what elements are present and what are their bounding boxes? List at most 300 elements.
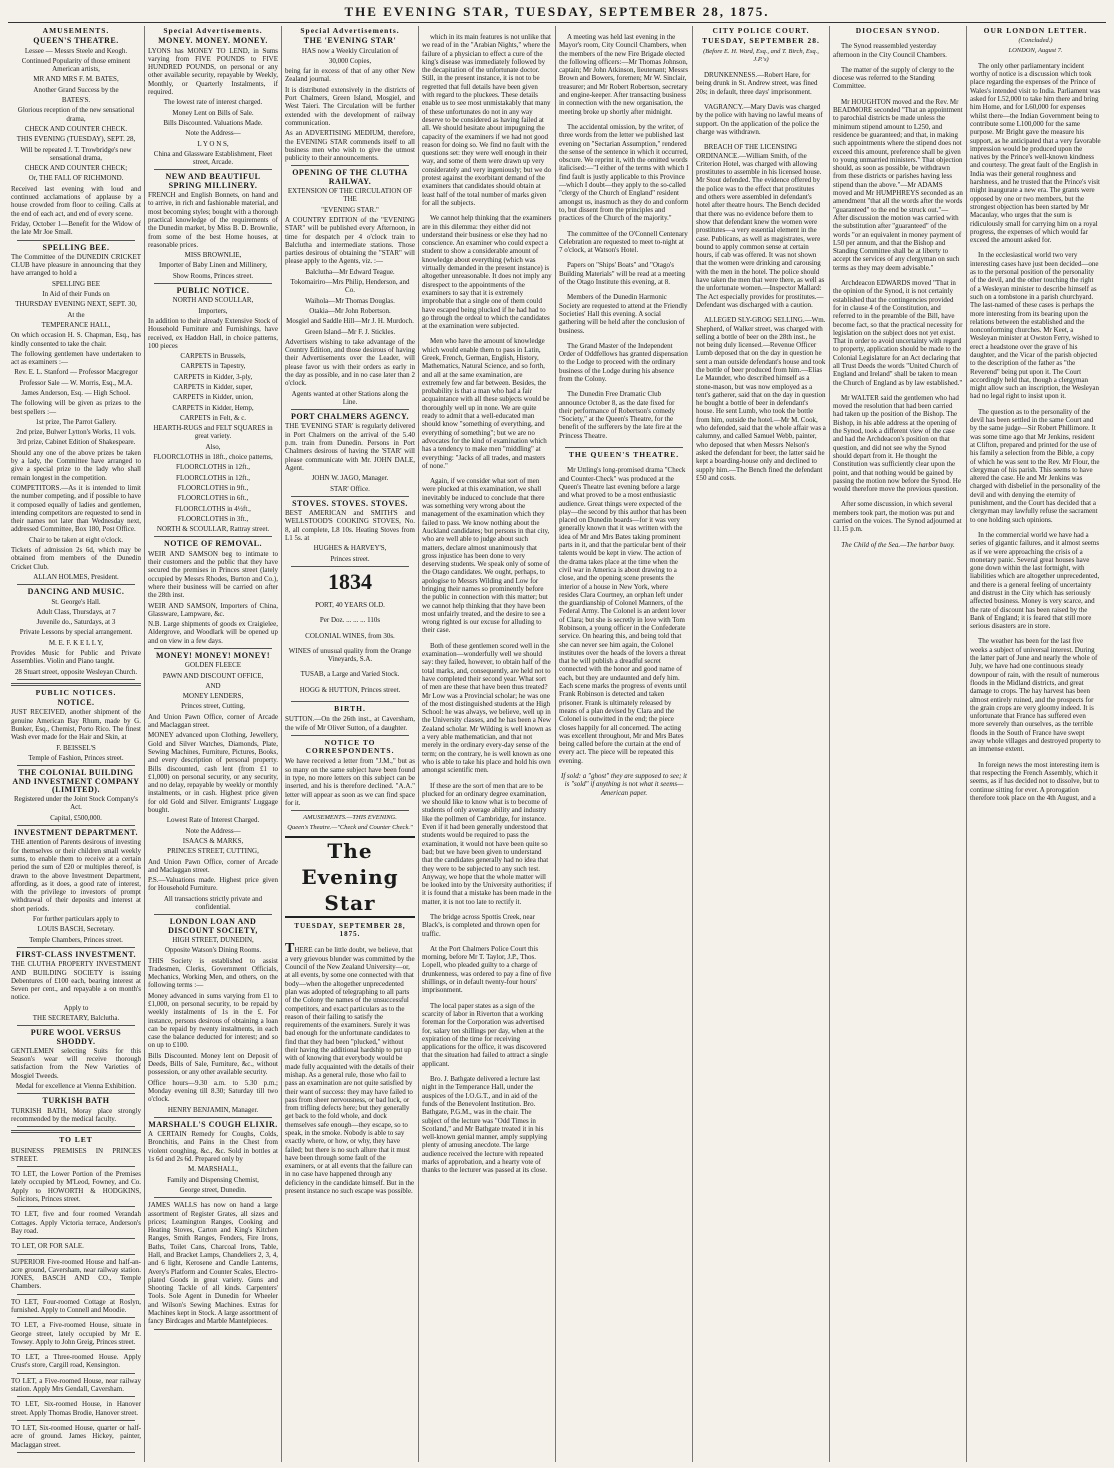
paragraph: The question as to the personality of the devil has been settled in the same Court and by the same judge—Sir Robert Phillimore. It was some time ago that Mr Jenkins, resident at Clifton, prepared and printed for the use of his family a selection from the Bible, a copy of which he was sent to the Rev. Mr Flour, the clergyman of his parish. This seems to have altered the case. He and Mr Jenkins was charged with disbelief in the personality of the devil and with denying the eternity of punishment, and the Court has decided that a clergyman may lawfully refuse the sacrament to one holding such opinions. xyxy=(970,407,1101,524)
ad-line: Money advanced in sums varying from £1 to £1,000, on personal security, to be repaid by weekly instalments of 1s in the £. For instance, persons desirous of obtaining a loan can be repaid by twenty instalments, in each case the balance deducted for interest; and so on up to £100. xyxy=(148,991,278,1050)
dateline: TUESDAY, SEPTEMBER 28, 1875. xyxy=(294,921,406,939)
divider xyxy=(17,1025,135,1026)
court-date: TUESDAY, SEPTEMBER 28. xyxy=(702,36,820,46)
to-let-list xyxy=(11,1147,141,1453)
paragraph: VAGRANCY.—Mary Davis was charged by the police with having no lawful means of support. On the application of the police the charge was withdrawn. xyxy=(696,103,823,136)
ad-line: Should any one of the above prizes be taken by a lady, the Committee have arranged to give a special prize to the lady who shall remain longest in the competition. xyxy=(11,448,141,482)
ad-line: In addition to their already Extensive Stock of Household Furniture and Furnishings, have received, ex Haddon Hall, in choice patterns, 100 pieces xyxy=(148,316,278,350)
paragraph: Members of the Dunedin Harmonic Society are requested to attend at the Friendly Societies' Hall this evening. A social gathering will be held after the conclusion of business. xyxy=(559,293,688,335)
advertisement xyxy=(148,540,278,645)
ad-line: Temple Chambers, Princes street. xyxy=(29,935,123,944)
divider xyxy=(565,447,683,448)
ad-line: The following will be given as prizes to the best spellers :— xyxy=(11,399,141,416)
advertisement xyxy=(11,37,141,236)
paragraph: The Grand Master of the Independent Order of Oddfellows has granted dispensation to the Lodge to proceed with the ordinary business of the Lodge during his absence from the Colony. xyxy=(559,341,688,383)
paragraph: Papers on "Ships' Boats" and "Otago's Building Materials" will be read at a meeting of the Otago Institute this evening, at 8. xyxy=(559,261,686,287)
ad-line: JAMES WALLS has now on hand a large assortment of Register Grates, all sizes and prices; Leamington Ranges, Cooking and Heating Stoves, Carton and King's Kitchen Ranges, Smith Ranges, Fenders, Fire Irons, Baths, Toilet Cans, Charcoal Irons, Table, Hall, and Bracket Lamps, Chandeliers 2, 3, 4, and 6 light, Kerosene and Candle Lanterns, Avery's Platform and Counter Scales, Electro-plated Goods in great variety. Guns and Shooting Tackle of all kinds. Carpenters' Tools. Sole Agent in Dunedin for Wheeler and Wilson's Sewing Machines. Extras for Machines kept in Stock. A large assortment of fancy Birdcages and Marble Mantelpieces. xyxy=(148,1201,278,1326)
ad-line: Bills Discounted. Money lent on Deposit of Deeds, Bills of Sale, Furniture, &c., without possession, or any other available security. xyxy=(148,1051,278,1077)
wine-year: 1834 xyxy=(328,568,372,594)
divider xyxy=(17,1238,135,1239)
paragraph: In the commercial world we have had a series of gigantic failures, and it almost seems as if we were approaching the crisis of a monetary panic. Several great houses have gone down within the last fortnight, with liabilities which are altogether unprecedented, and there is a general feeling of uncertainty and distrust in the City which has seriously affected business. Money is very scarce, and the rate of discount has been raised by the Bank of England; it is feared that still more serious disasters are in store. xyxy=(970,530,1100,631)
ad-line: STAR' Office. xyxy=(330,484,370,493)
ad-title: PUBLIC NOTICE. xyxy=(176,286,250,296)
divider xyxy=(17,1294,135,1295)
divider xyxy=(154,1329,272,1330)
ad-line: A COUNTRY EDITION of the "EVENING STAR" will be published every Afternoon, in time for despatch per 4 o'clock train to Balclutha and intermediate stations. Those parties desirous of obtaining the "STAR" will please apply to the Agents, viz. :— xyxy=(285,215,415,266)
ad-line: CARPETS in Tapestry, xyxy=(180,362,246,371)
ad-title: SPELLING BEE. xyxy=(42,242,110,252)
to-let-text: SUPERIOR Five-roomed House and half-an-acre ground, Caversham, near railway station. JONES, BASCH AND CO., Temple Chambers. xyxy=(11,1257,141,1291)
paragraph: The local paper states as a sign of the scarcity of labor in Riverton that a working foreman for the Corporation was advertised for, salary ten shillings per day, when at the expiration of the time for receiving applications for the office, it was discovered that the situation had failed to attract a single applicant. xyxy=(422,1001,548,1068)
divider xyxy=(154,648,272,649)
to-let-text: TO LET, a Five-roomed House, situate in George street, lately occupied by Mr E. Towsey. Apply to John Greig, Princes street. xyxy=(11,1321,141,1346)
divider xyxy=(17,240,135,241)
ad-title: THE 'EVENING STAR' xyxy=(303,36,397,46)
ad-line: GOLDEN FLEECE xyxy=(184,661,242,670)
paragraph: Mr HOUGHTON moved and the Rev. Mr BEADMORE seconded "That an appointment to parochial districts be made unless the minimum stipend amount to L250, and residence be guaranteed; and that, in making such appointments where the stipend does not exceed this amount, preference shall be given to young unmarried ministers." That objection should, as soon as possible, be withdrawn from these districts or parishes having less stipend than the above."—Mr ADAMS moved and Mr HUMPHREYS seconded as an amendment "that all the words after the words "guaranteed" to the end be struck out."—After discussion the motion was carried with the substitution after "guaranteed" of the words "or an equivalent in money payment of L50 per annum, and that the Bishop and Standing Committee shall be at liberty to accept the services of any clergyman on such terms as they may deem advisable." xyxy=(833,97,963,272)
ad-line: N.B. Large shipments of goods ex Craigielee, Aldergrove, and Woodlark will be opened up and on view in a few days. xyxy=(148,620,278,645)
ad-title: THE COLONIAL BUILDING AND INVESTMENT COMPANY (LIMITED). xyxy=(12,768,140,794)
ad-line: CHECK AND COUNTER CHECK. xyxy=(24,124,128,133)
ad-line: TEMPERANCE HALL, xyxy=(41,320,111,329)
paragraph: The only other parliamentary incident worthy of notice is a discussion which took place regarding the expenses of the Prince of Wales's intended visit to India. Parliament was asked for L52,000 to take him there and bring him Home, and for L60,000 for expenses whilst there—the Indian Government being to contribute some L100,000 for the same purpose. Mr Bright gave the measure his support, as he anticipated that a very favorable impression would be produced upon the natives by the Prince's well-known kindness and courtesy. The great fault of the English in India was their general roughness and harshness, and he trusted that the Prince's visit might inaugurate a new era. The grants were opposed by one or two members, but the strongest objection has been started by Mr Macaulay, who urges that the sum is ridiculously small for carrying him on a royal progress, the expenses of which would far exceed the amount asked for. xyxy=(970,61,1101,245)
to-let-item xyxy=(11,1377,141,1394)
wine-line: WINES of unusual quality from the Orange Vineyards, S.A. xyxy=(288,646,412,664)
divider xyxy=(17,1396,135,1397)
wine-line: Per Doz. ... ... ... 110s xyxy=(319,616,381,625)
paragraph: BREACH OF THE LICENSING ORDINANCE.—William Smith, of the Criterion Hotel, was charged with allowing prostitutes to assemble in his licensed house. Mr Stout defended. The evidence offered by the police was to the effect that prostitutes and others were assembled in defendant's hotel after theatre hours. The Bench decided that there was no evidence before them to show that defendant knew the women were prostitutes—a very essential element in the case. Publicans, as well as magistrates, were bound to apply common sense at certain hours, if cab was offered. It was not shown that the women were drinking and carousing with the men in the hotel. The police should have taken the men that were there, as well as the unfortunate women.—Inspector Mallard: The Act especially provides for prostitutes.—Defendant was discharged with a caution. xyxy=(696,143,825,309)
ad-line: James Anderson, Esq. — High School. xyxy=(21,388,131,397)
ad-line: ISAACS & MARKS, xyxy=(182,836,244,845)
divider xyxy=(291,165,409,166)
ad-line: In Aid of their Funds on xyxy=(42,290,110,299)
divider xyxy=(291,701,409,702)
birth-notice: SUTTON.—On the 26th inst., at Caversham, the wife of Mr Oliver Sutton, of a daughter. xyxy=(285,715,415,732)
ad-line: Lowest Rate of Interest Charged. xyxy=(166,816,260,825)
court-reports xyxy=(696,71,826,482)
paragraph: In foreign news the most interesting item is that respecting the French Assembly, which it seems, as if has decided not to dissolve, but to continue sitting for ever. A prorogation therefore took place on the 4th August, and a xyxy=(970,760,1100,802)
paragraph: DRUNKENNESS.—Robert Hare, for being drunk in St. Andrew street, was fined 20s; in default, three days' imprisonment. xyxy=(696,71,818,96)
ad-line: WEIR AND SAMSON, Importers of China, Glassware, Lampware, &c. xyxy=(148,601,278,618)
ad-line: Lessee — Messrs Steele and Keogh. xyxy=(24,46,128,55)
ad-line: Capital, £500,000. xyxy=(50,813,102,822)
to-let-text: TO LET, Four-roomed Cottage at Roslyn, furnished. Apply to Connell and Moodie. xyxy=(11,1297,141,1314)
ad-line: Private Lessons by special arrangement. xyxy=(19,628,133,637)
ad-line: L Y O N S, xyxy=(197,139,229,148)
ad-line: NORTH AND SCOULLAR, xyxy=(172,296,254,305)
ad-line: Princes street. xyxy=(330,554,370,563)
to-let-text: TO LET, OR FOR SALE. xyxy=(11,1242,84,1251)
ad-line: THE SECRETARY, Balclutha. xyxy=(32,1013,120,1022)
ad-line: Also, xyxy=(205,442,221,451)
ad-line: 30,000 Copies, xyxy=(328,56,372,65)
masthead: THE EVENING STAR, TUESDAY, SEPTEMBER 28, 1875. xyxy=(344,4,770,19)
divider xyxy=(154,169,272,170)
ad-line: Note the Address— xyxy=(185,826,241,835)
ad-title: FIRST-CLASS INVESTMENT. xyxy=(16,949,136,959)
ad-line: Friday, October 1—Benefit for the Widow of the late Mr Joe Small. xyxy=(11,219,141,237)
court-bench: (Before E. H. Ward, Esq., and T. Birch, Esq., J.P.'s) xyxy=(703,47,819,63)
ad-line: Or, THE FALL OF RICHMOND. xyxy=(28,174,124,183)
ad-line: CARPETS in Kidder, union, xyxy=(172,393,254,402)
paragraph: Both of these gentlemen scored well in the examination—wonderfully well we should say: they failed, however, to obtain half of the total marks, and, consequently, are held not to have completed their second year. What sort of men are these that have been thus treated? Mr Low was a Provincial scholar; he was one of the most distinguished students at the High School: he was always, we believe, well up in the University classes, and he has been a New Zealand scholar. Mr Wilding is well known as a very able mathematician, and that not merely in the ordinary every-day sense of the term; on the contrary, he is well known as one who is able to take his place and hold his own amongst scientific men. xyxy=(422,641,552,775)
advertisement xyxy=(148,37,278,166)
to-let-text: TO LET, a Three-roomed House. Apply Crust's store, Cargill road, Kensington. xyxy=(11,1353,141,1370)
paragraph: Again, if we consider what sort of men were plucked at this examination, we shall inevitably be induced to conclude that there was something very wrong about the management of the examination which they failed to pass. We know nothing about the Auckland candidates; but persons in that city, who are well able to judge about such matters, declare almost unanimously that gross injustice has been done to very deserving students. We speak only of some of the Otago candidates. We ought, perhaps, to apologise to Messrs Wilding and Low for bringing their names so prominently before the public in connection with this matter; but we cannot help thinking that they have been most unfairly treated, and the desire to see a wrong righted is our excuse for alluding to their case. xyxy=(422,477,551,635)
wine-ad xyxy=(285,601,415,694)
divider xyxy=(154,536,272,537)
divider xyxy=(11,1130,141,1133)
ad-line: HAS now a Weekly Circulation of xyxy=(301,46,399,55)
ad-line: Medal for excellence at Vienna Exhibition. xyxy=(15,1082,137,1091)
london-letter-body xyxy=(970,62,1101,802)
column-local-news xyxy=(556,26,693,1462)
advertisement xyxy=(285,37,415,162)
ad-line: Opposite Watson's Dining Rooms. xyxy=(164,946,262,955)
to-let-item xyxy=(11,1258,141,1291)
column-police-court xyxy=(693,26,830,1462)
special-ads xyxy=(285,37,415,567)
ad-line: JUST RECEIVED, another shipment of the genuine American Bay Rhum, made by G. Bunker, Esq., Chemist, Porto Rico. The finest Wash ever made for the Hair and Skin, at xyxy=(11,708,141,742)
ad-line: Continued Popularity of those eminent American artists, xyxy=(21,56,131,74)
ad-line: ALLAN HOLMES, President. xyxy=(33,572,119,581)
ad-line: P.S.—Valuations made. Highest price given for Household Furniture. xyxy=(148,876,278,893)
divider xyxy=(17,1317,135,1318)
to-let-text: TO LET, Six-roomed House, quarter or half-acre of ground. James Hickey, painter, Maclaggan street. xyxy=(11,1423,141,1449)
paragraph: A meeting was held last evening in the Mayor's room, City Council Chambers, when the members of the new Fire Brigade elected the following officers:—Mr Thomas Johnson, captain; Mr John Atkinson, lieutenant; Messrs Brown and Bowers, foremen; Mr W. Sinclair, treasurer; and Mr Robert Robertson, secretary and engine-keeper. After transacting business in connection with the new organisation, the meeting broke up shortly after midnight. xyxy=(559,33,689,116)
london-letter-dateline: LONDON, August 7. xyxy=(1008,46,1063,54)
paragraph: After some discussion, in which several members took part, the motion was put and carried on the voices. The Synod adjourned at 11.15 p.m. xyxy=(833,500,962,534)
paper-title: The Evening Star xyxy=(285,836,415,918)
ad-line: F. BEISSEL'S xyxy=(56,743,96,752)
ad-line: Professor Sale — W. Morris, Esq., M.A. xyxy=(19,378,133,387)
advertisement xyxy=(11,588,141,676)
divider xyxy=(17,765,135,766)
advertisement xyxy=(148,173,278,280)
ad-line: Office hours—9.30 a.m. to 5.30 p.m.; Monday evening till 8.30; Saturday till two o'clock. xyxy=(148,1078,278,1104)
ad-line: FLOORCLOTHS in 18ft., choice patterns, xyxy=(153,453,273,462)
advertisement xyxy=(11,951,141,1022)
divider xyxy=(154,283,272,284)
ad-line: WEIR AND SAMSON beg to intimate to their customers and the public that they have secured the premises in Princes street (lately occupied by Messrs Rhodes, Burton and Co.), where their business will be carried on after the 28th inst. xyxy=(148,549,278,600)
amusement-ads xyxy=(11,37,141,680)
ad-title: OPENING OF THE CLUTHA RAILWAY. xyxy=(292,168,408,186)
ad-title: PORT CHALMERS AGENCY. xyxy=(290,412,409,422)
ad-line: Importers, xyxy=(198,306,228,315)
ad-title: TURKISH BATH xyxy=(42,1096,110,1106)
paragraph: The weather has been for the last five weeks a subject of universal interest. During the latter part of June and nearly the whole of July, we have had one continuous steady downpour of rain, with the result of numerous floods in the Midland districts, and great damage to crops. The hay harvest has been almost entirely ruined, and the prospects for the grain crops are very gloomy indeed. It is unfortunate that France has suffered even more severely than ourselves, as the terrible floods in the South of France have swept away whole villages and destroyed property to an immense extent. xyxy=(970,637,1101,754)
closing-line: If sold: a "ghost" they are supposed to see; it is "sold" if anything is not what it seems—American paper. xyxy=(561,772,687,797)
ad-line: China and Glassware Establishment, Fleet street, Arcade. xyxy=(153,149,273,167)
advertisement xyxy=(148,652,278,911)
ad-line: MONEY LENDERS, xyxy=(182,692,244,701)
divider xyxy=(17,1093,135,1094)
ad-line: And Union Pawn Office, corner of Arcade and Maclaggan street. xyxy=(148,857,278,874)
ad-line: CARPETS in Felt, & c. xyxy=(179,413,247,422)
ad-line: Adult Class, Thursdays, at 7 xyxy=(36,607,116,616)
paragraph: The bridge across Spottis Creek, near Black's, is completed and thrown open for traffic. xyxy=(422,912,541,938)
to-let-heading: TO LET xyxy=(59,1135,93,1145)
ad-line: NORTH & SCOULLAR, Rattray street. xyxy=(156,525,270,534)
ad-line: Note the Address— xyxy=(185,129,241,138)
to-let-item xyxy=(11,1424,141,1449)
ad-line: 1st prize, The Parrot Gallery. xyxy=(35,417,117,426)
divider xyxy=(11,683,141,686)
paragraph: Mr Uttling's long-promised drama "Check and Counter-Check" was produced at the Queen's Theatre last evening before a large and what proved to be a most enthusiastic audience. Great things were expected of the play—the second by this author that has been placed on Dunedin boards—for it was very generally known that it was written with the idea of Mr and Mrs Bates taking prominent parts in it, and that the particular bent of their talents would be kept in view. The action of the drama takes place at the time when the civil war in America is about drawing to a close, and the opening scene presents the interior of a house in New York, where resides Clara Courtney, an orphan left under the guardianship of Colonel Manners, of the Federal Army. The Colonel is an ardent lover of Clara; but she is secretly in love with Tom Robinson, a young officer in the Confederate service. On hearing this, and being told that she can never see him again, the Colonel institutes over the heads of the lovers a threat that he will publish a dreadful secret connected with the honor and good name of each, but they are undaunted and defy him. Each scene marks the progress of events until Frank Robinson is detected and taken prisoner. Frank is ultimately released by means of a plan devised by Clara and the Colonel is outwitted in the end; the piece closes happily for all concerned. The acting was excellent throughout, Mr and Mrs Bates being called before the curtain at the end of every act. The piece will be repeated this evening. xyxy=(559,466,687,765)
advertisement xyxy=(11,769,141,822)
ad-line: The following gentlemen have undertaken to act as examiners :— xyxy=(11,349,141,367)
amusements-detail: Queen's Theatre.—"Check and Counter Check." xyxy=(287,823,413,831)
ad-line: JOHN W. JAGO, Manager. xyxy=(311,474,389,483)
ad-line: Juvenile do., Saturdays, at 3 xyxy=(36,618,116,627)
ad-title: NOTICE. xyxy=(57,698,95,708)
article-body xyxy=(422,33,552,1175)
advertisement xyxy=(285,413,415,493)
ad-line: HIGH STREET, DUNEDIN, xyxy=(172,935,254,944)
ad-line: FLOORCLOTHS in 9ft., xyxy=(177,483,249,492)
ad-title: NEW AND BEAUTIFUL SPRING MILLINERY. xyxy=(165,172,261,190)
ad-line: FRENCH and English Bonnets, on hand and to arrive, in rich and fashionable material, and most becoming styles; bought with a thorough practical knowledge of the requirements of the Dunedin market, by Miss B. D. Brownlie, from some of the best Home houses, at reasonable prices. xyxy=(148,191,278,249)
ad-line: BEST AMERICAN and SMITH'S and WELLSTOOD'S COOKING STOVES, No. 8, all complete, L8 10s. Heating Stoves from L1 5s. at xyxy=(285,509,415,543)
ad-line: FLOORCLOTHS in 12ft., xyxy=(176,473,250,482)
wine-line: PORT, 40 YEARS OLD. xyxy=(315,600,385,609)
divider xyxy=(291,810,409,811)
ad-title: MARSHALL'S COUGH ELIXIR. xyxy=(148,1119,278,1129)
synod-heading: DIOCESAN SYNOD. xyxy=(855,26,941,35)
divider xyxy=(291,566,409,567)
divider xyxy=(17,1349,135,1350)
paragraph: ALLEGED SLY-GROG SELLING.—Wm. Shepherd, of Walker street, was charged with selling a bottle of beer on the 28th inst., he not being duly licensed.—Revenue Officer Lumb deposed that on the day in question he sent a man outside defendant's house and took the bottle of beer produced from him.—Elias Le Maunder, who described himself as a stone-mason, but was now employed as a tent's gatherer, said that on the day in question he bought a bottle of beer in defendant's house. He sent Lumb, who took the bottle from him, outside the hotel.—Mr M. Cook, who defended, said that the whole affair was a calumny, and called Samuel Webb, painter, who deposed that when Messrs Nelson's asked the defendant for beer, the latter said he kept a boarding-house only and declined to supply him.—The Bench fined the defendant £50 and costs. xyxy=(696,316,826,482)
ad-line: Waihola—Mr Thomas Douglas. xyxy=(305,296,395,305)
ad-line: FLOORCLOTHS in 6ft., xyxy=(177,494,249,503)
ad-line: George street, Dunedin. xyxy=(179,1185,247,1194)
advertisement xyxy=(285,500,415,563)
ad-line: 28 Stuart street, opposite Wesleyan Church. xyxy=(14,667,138,676)
correspondents-heading: NOTICE TO CORRESPONDENTS. xyxy=(305,737,395,756)
ad-line: It is distributed extensively in the districts of Port Chalmers, Green Island, Mosgiel, and West Taieri. The Circulation will be further extended with the development of railway communication. xyxy=(285,85,415,127)
advertisement xyxy=(11,244,141,582)
ad-line: Registered under the Joint Stock Company's Act. xyxy=(14,795,138,812)
ad-line: AND xyxy=(205,681,221,690)
ad-line: THE 'EVENING STAR' is regularly delivered in Port Chalmers on the arrival of the 5.40 p.m. train from Dunedin. Persons in Port Chalmers desirous of having the 'STAR' will please communicate with Mr. JOHN DALE, Agent. xyxy=(285,422,415,472)
to-let-text: BUSINESS PREMISES IN PRINCES STREET. xyxy=(11,1146,141,1163)
ad-line: PRINCES STREET, CUTTING, xyxy=(167,847,259,856)
ad-line: 2nd prize, Bulwer Lytton's Works, 11 vols. xyxy=(16,428,136,437)
special-ads xyxy=(148,37,278,1329)
paragraph: The Synod reassembled yesterday afternoon in the City Council Chambers. xyxy=(833,42,947,59)
ad-line: Advertisers wishing to take advantage of the Country Edition, and those desirous of having their Advertisements over the Leader, will please favor us with their orders as early in the day as possible, and in no case later than 2 o'clock. xyxy=(285,337,415,388)
ad-line: FLOORCLOTHS in 3ft., xyxy=(177,514,249,523)
divider xyxy=(17,1126,135,1127)
theatre-heading: THE QUEEN'S THEATRE. xyxy=(568,450,680,460)
paragraph: The Dunedin Free Dramatic Club announce October 8, as the date fixed for their performance of Robertson's comedy "Society," at the Queen's Theatre, for the benefit of the sufferers by the late fire at the Princess Theatre. xyxy=(559,390,682,440)
ad-line: Importer of Baby Linen and Millinery, xyxy=(158,261,268,270)
amusements-line: AMUSEMENTS.—THIS EVENING. xyxy=(303,814,397,822)
ad-line: M. MARSHALL, xyxy=(188,1165,238,1174)
ad-line: Family and Dispensing Chemist, xyxy=(167,1175,259,1184)
wine-line: HOGG & HUTTON, Princes street. xyxy=(299,685,401,694)
column-heading: Special Advertisements. xyxy=(163,26,263,35)
ad-line: FLOORCLOTHS in 12ft., xyxy=(176,463,250,472)
ad-line: MR AND MRS F. M. BATES, xyxy=(33,75,119,84)
to-let-item xyxy=(11,1170,141,1203)
to-let-item xyxy=(11,1242,141,1250)
to-let-item xyxy=(11,1298,141,1315)
ad-line: BATES'S. xyxy=(61,96,91,105)
correspondents-notice: We have received a letter from "J.M.," but as so many on the same subject have been found in type, no more letters on this subject can be inserted, and his is therefore declined. "A.A." letter will appear as soon as we can find space for it. xyxy=(285,757,415,807)
column-heading: Special Advertisements. xyxy=(300,26,400,35)
ad-line: And Union Pawn Office, corner of Arcade and Maclaggan street. xyxy=(148,712,278,730)
theatre-review xyxy=(559,466,689,765)
ad-line: The lowest rate of interest charged. xyxy=(163,98,263,107)
ad-title: MONEY. MONEY. MONEY. xyxy=(158,36,268,46)
london-letter-sub: (Concluded.) xyxy=(1018,37,1053,45)
public-notices-heading: PUBLIC NOTICES. xyxy=(35,687,117,697)
advertisement xyxy=(148,1121,278,1194)
ad-line: Temple of Fashion, Princes street. xyxy=(28,753,124,762)
divider xyxy=(154,914,272,915)
ad-title: MONEY! MONEY! MONEY! xyxy=(156,651,270,660)
ad-line: CHECK AND COUNTER CHECK; xyxy=(24,164,128,173)
ad-line: Princes street, Cutting, xyxy=(181,702,245,711)
ad-line: At the xyxy=(67,310,85,319)
advertisement xyxy=(148,287,278,533)
column-special-ads-1 xyxy=(145,26,282,1462)
ad-line: Tickets of admission 2s 6d, which may be obtained from members of the Dunedin Cricket Club. xyxy=(11,546,141,571)
paragraph: Mr WALTER said the gentlemen who had moved the resolution that had been carried had taken up the position of the Bishop. The Bishop, in his able address at the opening of the Synod, took a different view of the case and had the Archdeacon's position on that question, and did not see why the Synod should depart from it. He thought the Constitution was sufficiently clear upon the point, and that nothing would be gained by passing the motion now before the Synod. He would therefore move the previous question. xyxy=(833,393,961,494)
ad-line: M. E. F. K E L L Y, xyxy=(48,638,104,647)
ad-line: A CERTAIN Remedy for Coughs, Colds, Bronchitis, and Pains in the Chest from violent coughing, &c., &c. Sold in bottles at 1s 6d and 2s 6d. Prepared only by xyxy=(148,1130,278,1164)
ad-line: THIS EVENING (TUESDAY), SEPT. 28, xyxy=(16,135,136,144)
ad-title: PURE WOOL VERSUS SHODDY. xyxy=(30,1028,122,1046)
ad-line: SPELLING BEE xyxy=(51,279,101,288)
paragraph: The matter of the supply of clergy to the diocese was referred to the Standing Committee. xyxy=(833,65,955,91)
ad-line: HUGHES & HARVEY'S, xyxy=(313,544,387,553)
to-let-item xyxy=(11,1147,141,1164)
court-heading: CITY POLICE COURT. xyxy=(712,26,810,35)
column-leader-continued xyxy=(419,26,556,1462)
ad-line: Received last evening with loud and continued acclamations of applause by a house crowded from floor to ceiling. Calls at the end of each act, and end of every scene. xyxy=(11,184,141,218)
ad-line: Rev. E. L. Stanford — Professor Macgregor xyxy=(14,368,138,377)
divider xyxy=(17,947,135,948)
paragraph: Men who have the amount of knowledge which would enable them to pass in Latin, Greek, French, German, English, History, Mathematics, Natural Science, and so forth, and all at the same examination, are extremely few and far between. Besides, the probability is that a man who had a fair acquaintance with all these subjects would be thoroughly well up in none. We are quite ready to admit that a well-educated man should know "something of everything, and everything of something"; but we are no advocates for the kind of examination which has a tendency to make men "middling" at everything: "Jacks of all trades, and masters of none." xyxy=(422,337,550,470)
ad-line: On which occasion H. S. Chapman, Esq., has kindly consented to take the chair. xyxy=(11,331,141,348)
divider xyxy=(291,496,409,497)
paragraph: which in its main features is not unlike that we read of in the "Arabian Nights," where the failure of a physician to effect a cure of the king's disease was immediately followed by the decapitation of the unfortunate doctor. Still, in the present instance, it is not to be regretted that full details have been given with regard to the pluckees. These details enable us to see most unmistakably that many of these unfortunates do not in any way deserve to be considered as having failed at all. We should hesitate about impugning the capacity of the examiners if we had not good reason for doing so. We find no fault with the questions set: they were well enough in their way, and some of them were drawn up very considerately and very ingeniously; but we do protest against the exorbitant demand of the examiners that candidates should obtain at least half of the total number of marks given for all the subjects. xyxy=(422,33,552,207)
ad-line: Provides Music for Public and Private Assemblies. Violin and Piano taught. xyxy=(11,649,141,666)
advertisement xyxy=(285,169,415,406)
ad-line: "EVENING STAR." xyxy=(321,205,379,214)
ad-line: THE CLUTHA PROPERTY INVESTMENT AND BUILDING SOCIETY is issuing Debentures of £100 each, bearing interest at Seven per cent., and repayable a on month's notice. xyxy=(11,960,141,1002)
to-let-item xyxy=(11,1400,141,1417)
ad-title: INVESTMENT DEPARTMENT. xyxy=(13,828,139,838)
ad-line: THE attention of Parents desirous of investing for themselves or their children small weekly sums, to enable them to receive at a certain period the sum of £20 or multiples thereof, is drawn to the above Investment Department, affording, as it does, a good rate of interest, with the privilege to investors of prompt withdrawal of their deposits and interest at short periods. xyxy=(11,838,141,913)
ad-line: St. George's Hall. xyxy=(51,597,101,606)
ad-line: THURSDAY EVENING NEXT, SEPT. 30, xyxy=(15,300,137,309)
advertisement xyxy=(148,1201,278,1325)
ad-title: STOVES. STOVES. STOVES. xyxy=(292,498,408,508)
wine-line: COLONIAL WINES, from 30s. xyxy=(305,631,395,640)
ad-line: Glorious reception of the new sensational drama, xyxy=(17,106,135,123)
divider xyxy=(291,409,409,410)
divider xyxy=(17,679,135,680)
ad-title: QUEEN'S THEATRE. xyxy=(33,36,119,46)
ad-line: Another Grand Success by the xyxy=(33,85,119,94)
ad-line: Tokomairiro—Mrs Philip, Henderson, and Co. xyxy=(290,278,410,295)
to-let-item xyxy=(11,1321,141,1346)
column-london-letter xyxy=(967,26,1104,1462)
ad-line: For further particulars apply to xyxy=(32,915,120,924)
ad-line: Apply to xyxy=(63,1003,89,1012)
to-let-text: TO LET, five and four roomed Verandah Cottages. Apply Victoria terrace, Anderson's Bay road. xyxy=(11,1210,141,1235)
ad-line: COMPETITORS.—As it is intended to limit the number competing, and if possible to have it composed equally of ladies and gentlemen, intending competitors are requested to send in their names not later than Wednesday next, addressed Committee, Box 180, Post Office. xyxy=(11,483,141,534)
ad-line: PAWN AND DISCOUNT OFFICE, xyxy=(162,671,264,680)
to-let-text: TO LET, Six-roomed House, in Hanover street. Apply Thomas Brodie, Hanover street. xyxy=(11,1400,141,1417)
column-synod xyxy=(830,26,967,1462)
advertisement xyxy=(11,1029,141,1090)
divider xyxy=(17,584,135,585)
divider xyxy=(17,1206,135,1207)
footer-line: The Child of the Sea.—The harbor buoy. xyxy=(841,540,955,549)
public-notices xyxy=(11,699,141,1127)
ad-line: Otakia—Mr John Robertson. xyxy=(309,306,391,315)
to-let-text: TO LET, the Lower Portion of the Premises lately occupied by M'Leod, Fowney, and Co. Apply to HOWORTH & HODGKINS, Solicitors, Princes street. xyxy=(11,1170,141,1204)
leader-article xyxy=(285,941,415,1196)
advertisement xyxy=(11,829,141,944)
local-news xyxy=(559,33,689,440)
paragraph: THERE can be little doubt, we believe, that a very grievous blunder was committed by the Council of the New Zealand University—or, at all events, by some one connected with that body—when the altogether unprecedented plan was adopted of telegraphing to all parts of the Colony the names of the unsuccessful competitors, and exact particulars as to the reason of their failing to satisfy the requirements of the examiners. Surely it was bad enough for the unfortunate candidates to find that they had been "plucked," without their having the additional hardship to put up with of knowing that everybody would be made fully acquainted with the details of their mishap. As a general rule, those who fail to pass an examination are not quite satisfied by their want of success: they may have failed to pass from sheer nervousness, or bad luck, or from trifling defects here; but they generally get back to the fold whole, and dock themselves safe enough—they escape, so to speak, in the smoke. Nobody is able to say exactly where, or how, or why, they have failed; but there is no such allure that it must have been through some fault of the examiners, or at all events that the failure can in no case have happened through any deficiency in the candidate himself. But in the present instance no such escape was possible. xyxy=(285,941,415,1196)
ad-line: Chair to be taken at eight o'clock. xyxy=(29,535,123,544)
ad-title: DANCING AND MUSIC. xyxy=(27,587,125,597)
ad-line: 3rd prize, Cabinet Edition of Shakespeare. xyxy=(16,438,136,447)
divider xyxy=(154,1117,272,1118)
divider xyxy=(17,1254,135,1255)
divider xyxy=(154,1197,272,1198)
ad-line: MONEY advanced upon Clothing, Jewellery, Gold and Silver Watches, Diamonds, Plate, Sewing Machines, Furniture, Pictures, Books, and every description of personal property. Bills discounted, cash lent (from £1 to £1,000) on personal security, or any security, and no delay, repayable by weekly or monthly instalments, or in cash. Highest price given for old Gold and Silver. Emigrants' Luggage bought. xyxy=(148,731,278,815)
ad-line: CARPETS in Kidder, super, xyxy=(173,382,253,391)
divider xyxy=(17,1373,135,1374)
ad-line: MISS BROWNLIE, xyxy=(184,251,242,260)
advertisement xyxy=(11,699,141,762)
wine-line: TUSAB, a Large and Varied Stock. xyxy=(300,670,400,679)
ad-line: TURKISH BATH, Moray place strongly recommended by the medical faculty. xyxy=(11,1106,141,1123)
paragraph: If these are the sort of men that are to be plucked for an ordinary degree examination, we should like to know what is to become of students of only average ability and industry like the pollmen of Cambridge, for instance. Even if it had been generally understood that students would be required to pass the examination, it would not have been quite so bad; but we have been given to understand that the candidates generally had no idea that they were to be subjected to any such test. Anyway, we hope that the whole matter will be looked into by the University authorities; if it is found that a mistake has been made in the matter, it is not too late to rectify it. xyxy=(422,781,552,906)
ad-line: HENRY BENJAMIN, Manager. xyxy=(167,1105,259,1114)
paragraph: The accidental omission, by the writer, of three words from the letter we published last evening on "Sectarian Assumption," rendered the sense of the sentence in which it occurred, obscure. We reprint it, with the omitted words italicised:—"I either of the terms with which I find fault is justly applicable to this Province—which I doubt—they apply to the so-called "clergy of the Church of England" resident amongst us, inasmuch as they do and conform to, but dissent from the principles and practices of the Church of the majority." xyxy=(559,122,689,223)
paragraph: Archdeacon EDWARDS moved "That in the opinion of the Synod, it is not certainly established that the contingencies provided for in clause 4 of the Constitution, and referred to in the preamble of the Bill, have become fact, so that the practical necessity for legislation on the subject does not yet exist. That in order to avoid uncertainty with regard to property, application should be made to the Colonial Legislature for an Act declaring that all Trust Deeds the words "United Church of England and Ireland" shall be taken to mean the Church of England as by law established." xyxy=(833,279,963,387)
ad-line: Agents wanted at other Stations along the Line. xyxy=(291,389,409,406)
to-let-text: TO LET, a Five-roomed House, near railway station. Apply Mrs Gendall, Caversham. xyxy=(11,1376,141,1394)
paragraph: Bro. J. Bathgate delivered a lecture last night in the Temperance Hall, under the auspices of the I.O.G.T., and in aid of the funds of the Benevolent Institution. Bro. Bathgate, P.G.M., was in the chair. The subject of the lecture was "Odd Times in Scotland," and Mr Bathgate treated it in his well-known genial manner, amply supplying plenty of amusing anecdote. The large audience received the lecture with repeated marks of approbation, and a hearty vote of thanks to the lecturer was passed at its close. xyxy=(422,1075,548,1175)
birth-heading: BIRTH. xyxy=(334,704,366,713)
paragraph: The committee of the O'Connell Centenary Celebration are requested to meet to-night at 7 o'clock, at Watson's Hotel. xyxy=(559,229,688,255)
ad-line: The Committee of the DUNEDIN CRICKET CLUB have pleasure in announcing that they have arranged to hold a xyxy=(11,252,141,278)
ad-line: GENTLEMEN selecting Suits for this Season's wear will receive thorough satisfaction from the New Varieties of Mosgiel Tweeds. xyxy=(11,1046,141,1080)
ad-line: CARPETS in Brussels, xyxy=(180,352,246,361)
paragraph: In the ecclesiastical world two very interesting cases have just been decided—one as to the personal position of the personality of the devil, and the other touching the right of a Wesleyan minister to describe himself as such on a tombstone in a parish churchyard. The last-named of these cases is perhaps the more interesting from its bearing upon the relations between the established and the nonconforming churches. Mr Keet, a Wesleyan minister at Owston Ferry, wished to erect a headstone over the grave of his daughter, and the Vicar of the parish objected to the description of the father as "the Reverend" being put upon it. The Court accordingly held that, though a clergyman might allow such an inscription, the Wesleyan had no legal right to insist upon it. xyxy=(970,251,1100,401)
ad-line: HEARTH-RUGS and FELT SQUARES in great variety. xyxy=(153,424,273,441)
london-letter-heading: OUR LONDON LETTER. xyxy=(983,26,1088,35)
ad-line: Money Lent on Bills of Sale. xyxy=(172,108,254,117)
ad-line: LYONS has MONEY TO LEND, in Sums varying from FIVE POUNDS to FIVE HUNDRED POUNDS, on personal or any other available security, repayable by Weekly, Monthly, or Quarterly Instalments, if required. xyxy=(148,46,278,97)
advertisement xyxy=(148,918,278,1114)
divider xyxy=(17,825,135,826)
ad-title: NOTICE OF REMOVAL. xyxy=(163,539,263,549)
divider xyxy=(17,1166,135,1167)
ad-line: Will be repeated J. T. Trowbridge's new sensational drama, xyxy=(20,145,132,162)
paragraph: At the Port Chalmers Police Court this morning, before Mr T. Taylor, J.P., Thos. Lopell, who pleaded guilty to a charge of drunkenness, was ordered to pay a fine of five shillings, or in default twenty-four hours' imprisonment. xyxy=(422,944,552,995)
ad-line: being far in excess of that of any other New Zealand journal. xyxy=(285,67,415,84)
